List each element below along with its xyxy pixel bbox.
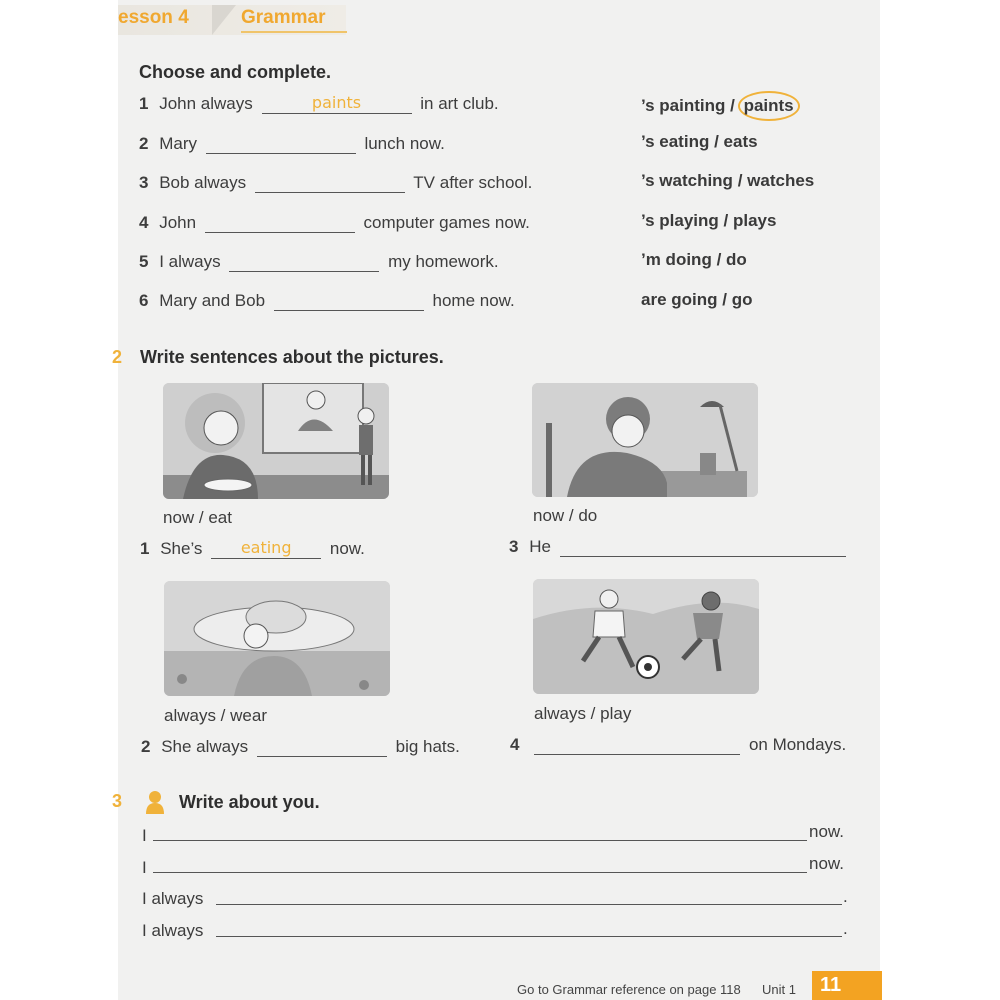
option-separator: /: [737, 171, 743, 190]
boys-football-illustration: [533, 579, 759, 694]
item-text-after: TV after school.: [413, 173, 533, 192]
ex2-heading: Write sentences about the pictures.: [140, 347, 444, 367]
option-a[interactable]: ’s playing: [641, 211, 719, 230]
ex3-heading: Write about you.: [179, 792, 320, 812]
item-text-after: now.: [329, 539, 365, 558]
option-a[interactable]: are going: [641, 290, 718, 309]
answer-blank[interactable]: [257, 738, 387, 757]
ex1-item-6: [139, 291, 515, 311]
lesson-title: Grammar: [241, 7, 326, 28]
ex1-heading: Choose and complete.: [139, 62, 332, 82]
item-number: 2: [141, 737, 151, 756]
option-a[interactable]: ’s painting: [641, 96, 726, 115]
ex1-item-2: [139, 134, 445, 154]
ex1-options-3: [641, 171, 814, 191]
ex1-options-2: [641, 132, 758, 152]
item-text-before: John: [159, 213, 197, 232]
girl-eating-illustration: [163, 383, 389, 499]
write-line-3-start: I always: [142, 889, 204, 908]
item-number: 6: [139, 291, 149, 310]
option-separator: /: [722, 290, 727, 309]
ex2-number: 2: [112, 347, 123, 367]
lesson-label: esson 4: [118, 7, 189, 28]
handwritten-answer: eating: [240, 538, 292, 557]
ex1-item-5: [139, 252, 499, 272]
option-separator: /: [730, 96, 735, 115]
answer-blank[interactable]: [206, 135, 356, 154]
ex2-item-3: [509, 537, 850, 557]
item-text-before: He: [529, 537, 551, 556]
item-number: 4: [510, 735, 520, 754]
answer-blank[interactable]: [211, 540, 321, 559]
item-text-after: my homework.: [388, 252, 499, 271]
item-text-after: big hats.: [395, 737, 460, 756]
cue-now-do: now / do: [533, 506, 598, 525]
item-text-before: Mary and Bob: [159, 291, 266, 310]
answer-blank[interactable]: [205, 214, 355, 233]
ex1-item-4: [139, 213, 530, 233]
item-text-after: in art club.: [420, 94, 499, 113]
ex2-item-1: [140, 539, 365, 559]
write-line-2[interactable]: [153, 872, 807, 873]
option-a[interactable]: ’s eating: [641, 132, 710, 151]
item-text-after: on Mondays.: [748, 735, 847, 754]
option-b[interactable]: watches: [747, 171, 815, 190]
write-line-1[interactable]: [153, 840, 807, 841]
item-text-before: I always: [159, 252, 221, 271]
item-number: 1: [139, 94, 149, 113]
answer-blank[interactable]: [255, 174, 405, 193]
write-line-1-start: I: [142, 826, 147, 845]
option-a[interactable]: ’m doing: [641, 250, 712, 269]
grammar-reference: Go to Grammar reference on page 118: [517, 982, 741, 997]
page-number: 11: [820, 974, 842, 996]
item-text-before: John always: [159, 94, 253, 113]
option-b[interactable]: plays: [732, 211, 777, 230]
item-text-before: She’s: [160, 539, 203, 558]
picture-woman-big-hat: [164, 581, 390, 696]
item-number: 4: [139, 213, 149, 232]
option-b-circled[interactable]: paints: [738, 91, 800, 121]
answer-blank[interactable]: [534, 736, 740, 755]
handwritten-answer: paints: [311, 93, 362, 112]
woman-hat-illustration: [164, 581, 390, 696]
item-number: 1: [140, 539, 150, 558]
write-line-3-end: .: [843, 887, 848, 906]
answer-blank[interactable]: [560, 538, 846, 557]
item-number: 2: [139, 134, 149, 153]
write-line-4-end: .: [843, 919, 848, 938]
picture-boys-football: [533, 579, 759, 694]
option-b[interactable]: do: [726, 250, 747, 269]
ex1-item-3: [139, 173, 532, 193]
ex1-options-5: [641, 250, 747, 270]
option-separator: /: [716, 250, 722, 269]
title-underline: [241, 31, 347, 33]
ex1-options-6: [641, 290, 753, 310]
option-b[interactable]: eats: [723, 132, 758, 151]
item-number: 3: [509, 537, 519, 556]
cue-now-eat: now / eat: [163, 508, 232, 527]
option-a[interactable]: ’s watching: [641, 171, 733, 190]
ex1-options-1: [641, 91, 800, 121]
item-text-before: Bob always: [159, 173, 247, 192]
write-line-1-end: now.: [809, 822, 844, 841]
item-number: 3: [139, 173, 149, 192]
option-separator: /: [723, 211, 729, 230]
boy-homework-illustration: [532, 383, 758, 497]
ex2-item-4: [510, 735, 846, 755]
ex3-number: 3: [112, 791, 123, 811]
write-line-3[interactable]: [216, 904, 842, 905]
answer-blank[interactable]: [229, 253, 379, 272]
cue-always-wear: always / wear: [164, 706, 267, 725]
option-b[interactable]: go: [731, 290, 753, 309]
write-line-2-start: I: [142, 858, 147, 877]
picture-boy-homework: [532, 383, 758, 497]
item-text-before: Mary: [159, 134, 197, 153]
item-text-after: lunch now.: [364, 134, 445, 153]
item-number: 5: [139, 252, 149, 271]
person-icon: [145, 790, 165, 814]
write-line-4[interactable]: [216, 936, 842, 937]
answer-blank[interactable]: [262, 95, 412, 114]
ex1-item-1: [139, 94, 499, 114]
picture-girl-eating: [163, 383, 389, 499]
item-text-after: home now.: [432, 291, 515, 310]
item-text-before: She always: [161, 737, 249, 756]
ex1-options-4: [641, 211, 776, 231]
ex2-item-2: [141, 737, 460, 757]
unit-label: Unit 1: [762, 982, 796, 997]
write-line-2-end: now.: [809, 854, 844, 873]
cue-always-play: always / play: [534, 704, 632, 723]
item-text-after: computer games now.: [363, 213, 530, 232]
write-line-4-start: I always: [142, 921, 204, 940]
header-divider: [212, 5, 236, 35]
option-separator: /: [714, 132, 719, 151]
answer-blank[interactable]: [274, 292, 424, 311]
